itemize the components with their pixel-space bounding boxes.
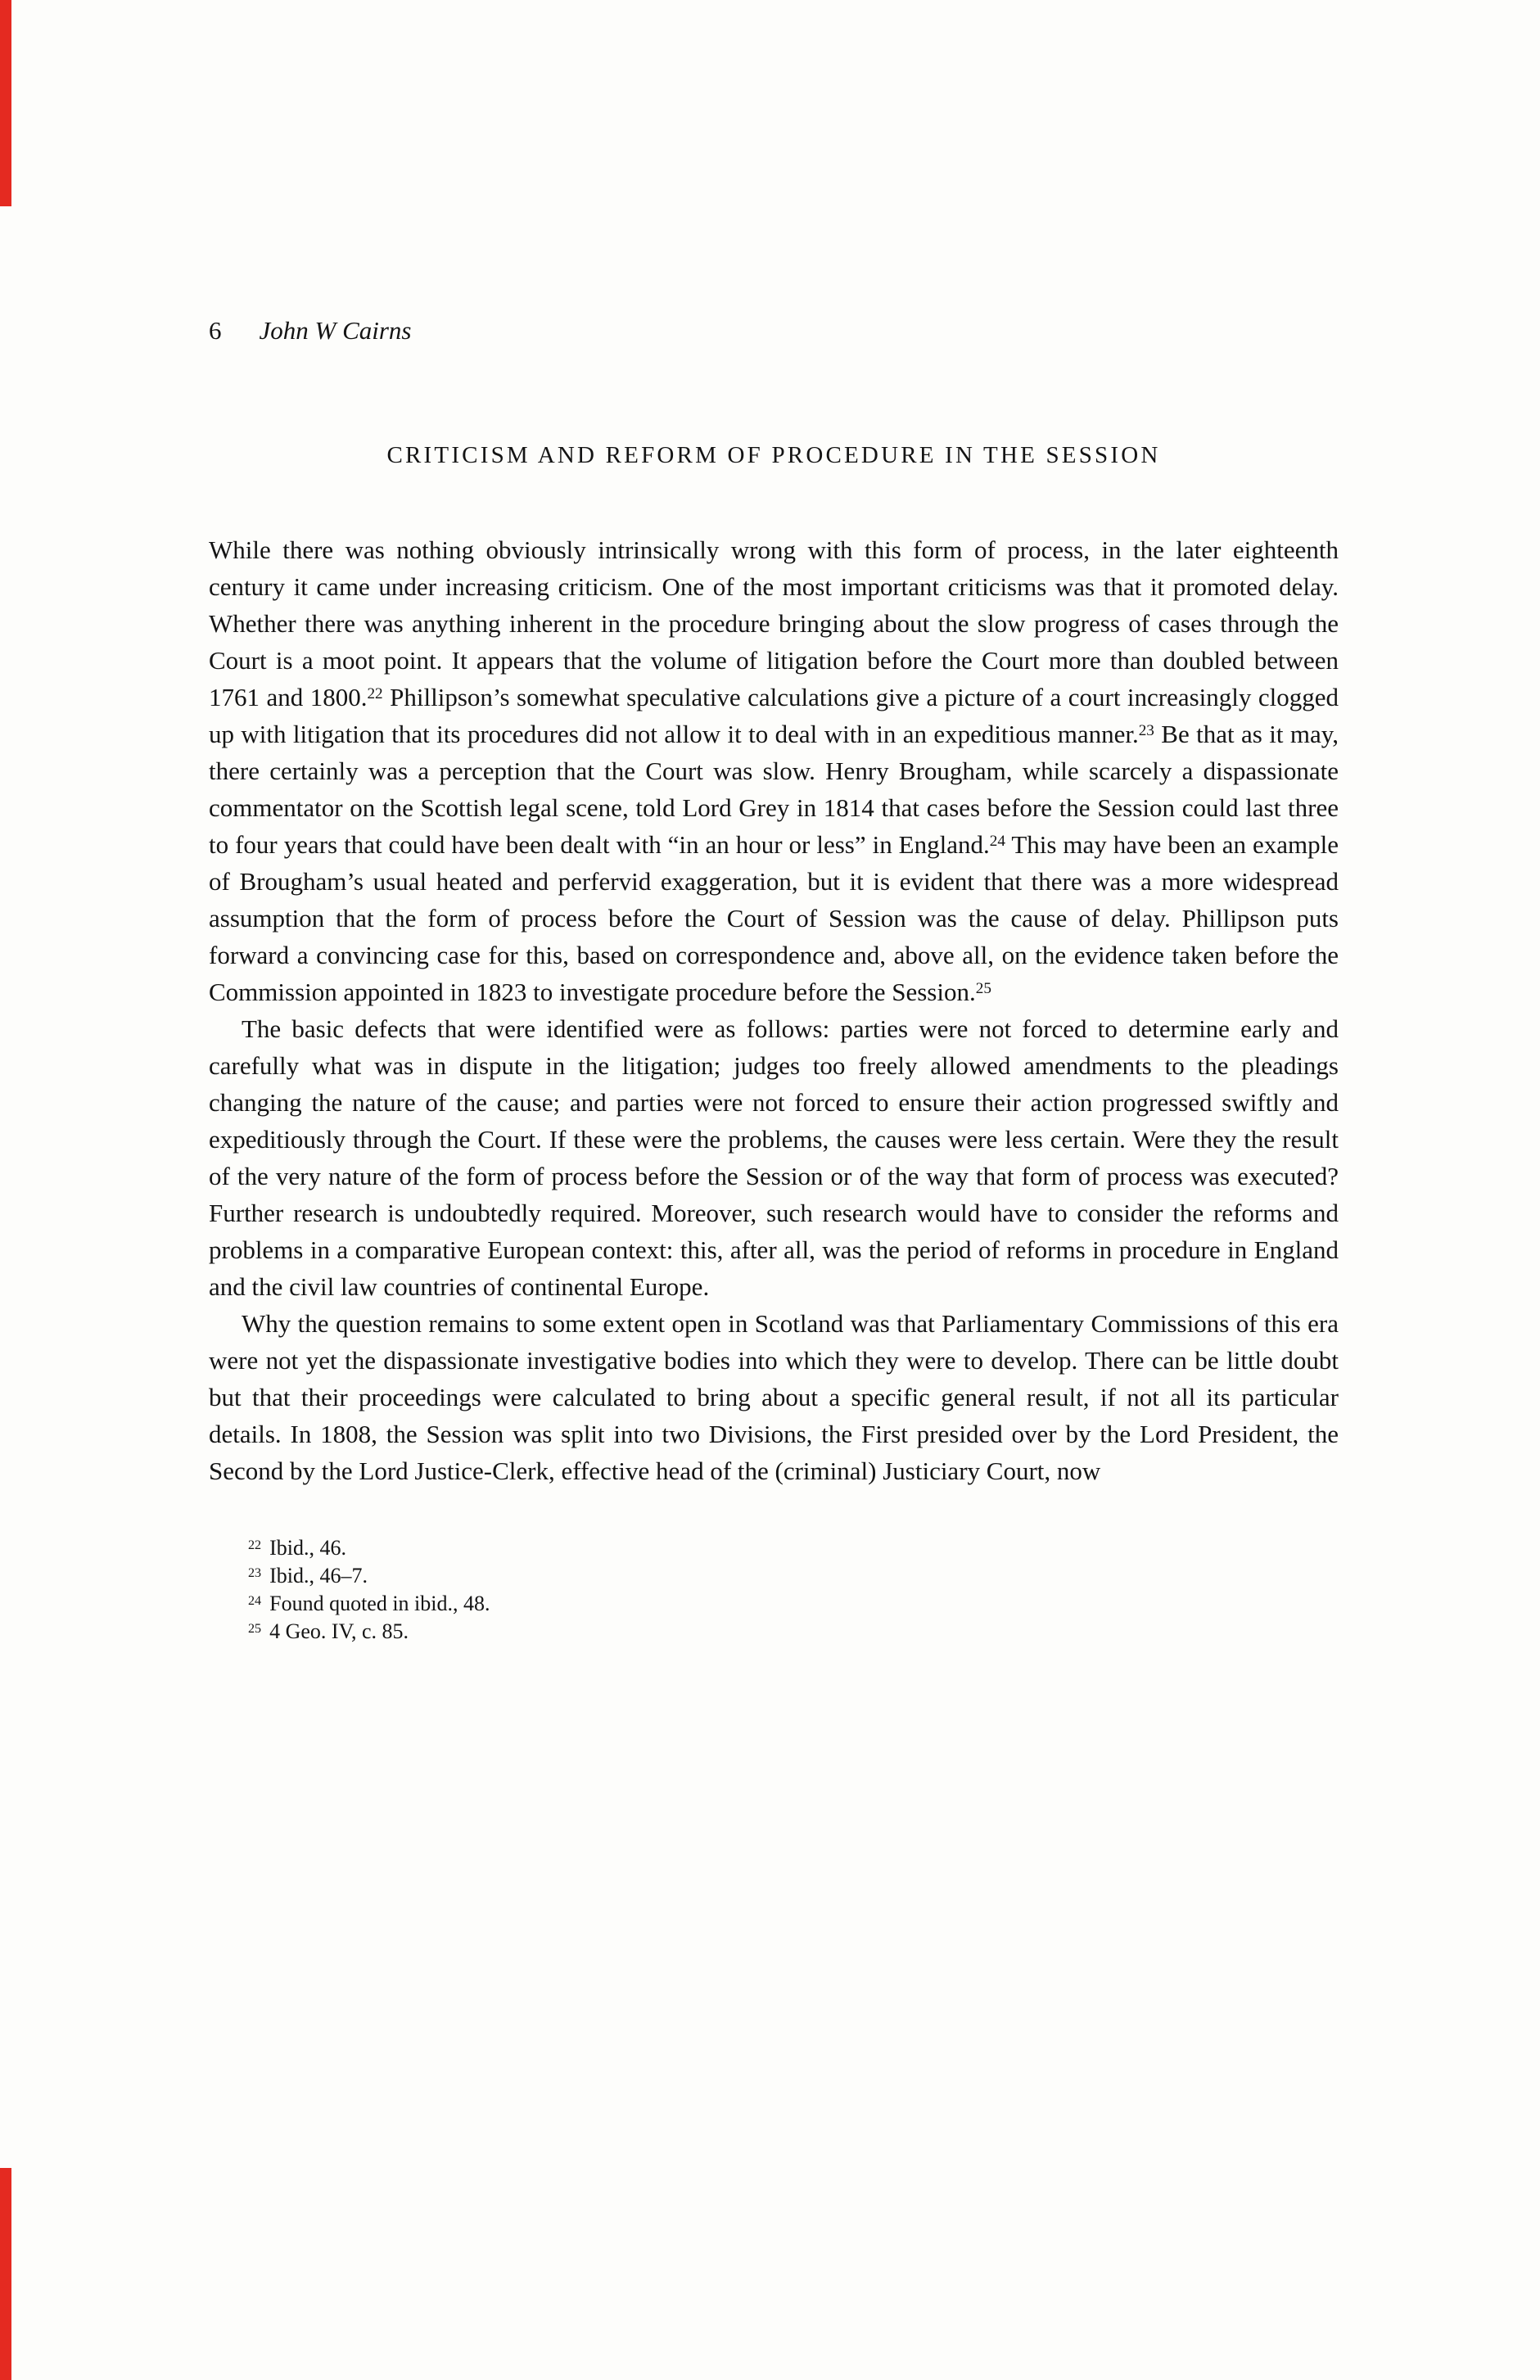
- paragraph: While there was nothing obviously intrinsically wrong with this form of process, in the later eighteenth century it came under increasing criticism. One of the most important criticisms was that it promoted delay. Whether there was anything inherent in the procedure bringing about the slow progress of cases through the Court is a moot point. It appears that the volume of litigation before the Court more than doubled between 1761 and 1800.22 Phillipson’s somewhat speculative calculations give a picture of a court increasingly clogged up with litigation that its procedures did not allow it to deal with in an expeditious manner.$^{23}$ Be that as it may, there certainly was a perception that the Court was slow. Henry Brougham, while scarcely a dispassionate commentator on the Scottish legal scene, told Lord Grey in 1814 that cases before the Session could last three to four years that could have been dealt with “in an hour or less” in England.$^{24}$ This may have been an example of Brougham’s usual heated and perfervid exaggeration, but it is evident that there was a more widespread assumption that the form of process before the Court of Session was the cause of delay. Phillipson puts forward a convincing case for this, based on correspondence and, above all, on the evidence taken before the Commission appointed in 1823 to investigate procedure before the Session.$^{25}$: [209, 535, 1339, 1006]
- footnote: $^{22}$ Ibid., 46.: [248, 1536, 346, 1560]
- page-number: 6: [209, 316, 222, 345]
- footnote: $^{25}$ 4 Geo. IV, c. 85.: [248, 1619, 409, 1643]
- footnote-number: 25: [248, 1621, 262, 1636]
- page-content: [209, 0, 1339, 1646]
- footnote-ref: 24: [989, 833, 1005, 851]
- section-heading: CRITICISM AND REFORM OF PROCEDURE IN THE SESSION: [386, 442, 1161, 468]
- running-title: John W Cairns: [259, 316, 412, 345]
- paragraph: The basic defects that were identified were as follows: parties were not forced to determine early and carefully what was in dispute in the litigation; judges too freely allowed amendments to the pleadings changing the nature of the cause; and parties were not forced to ensure their action progressed swiftly and expeditiously through the Court. If these were the problems, the causes were less certain. Were they the result of the very nature of the form of process before the Session or of the way that form of process was executed? Further research is undoubtedly required. Moreover, such research would have to consider the reforms and problems in a comparative European context: this, after all, was the period of reforms in procedure in England and the civil law countries of continental Europe.: [209, 1014, 1339, 1301]
- running-header: [209, 315, 1339, 346]
- footnote-number: 23: [248, 1565, 262, 1580]
- body-text: [209, 531, 1339, 1489]
- paragraph: Why the question remains to some extent open in Scotland was that Parliamentary Commissions of this era were not yet the dispassionate investigative bodies into which they were to develop. There can be little doubt but that their proceedings were calculated to bring about a specific general result, if not all its particular details. In 1808, the Session was split into two Divisions, the First presided over by the Lord President, the Second by the Lord Justice-Clerk, effective head of the (criminal) Justiciary Court, now: [209, 1309, 1339, 1485]
- footnote-number: 24: [248, 1593, 262, 1608]
- footnote: $^{23}$ Ibid., 46–7.: [248, 1564, 368, 1587]
- footnote-number: 22: [248, 1538, 262, 1552]
- footnote-ref: 25: [975, 980, 991, 998]
- footnote-ref: 22: [367, 685, 383, 703]
- scan-artifact-top: [0, 0, 11, 206]
- footnotes: [209, 1534, 1339, 1646]
- scan-artifact-bottom: [0, 2168, 11, 2380]
- footnote: $^{24}$ Found quoted in ibid., 48.: [248, 1592, 490, 1615]
- footnote-ref: 23: [1138, 722, 1154, 740]
